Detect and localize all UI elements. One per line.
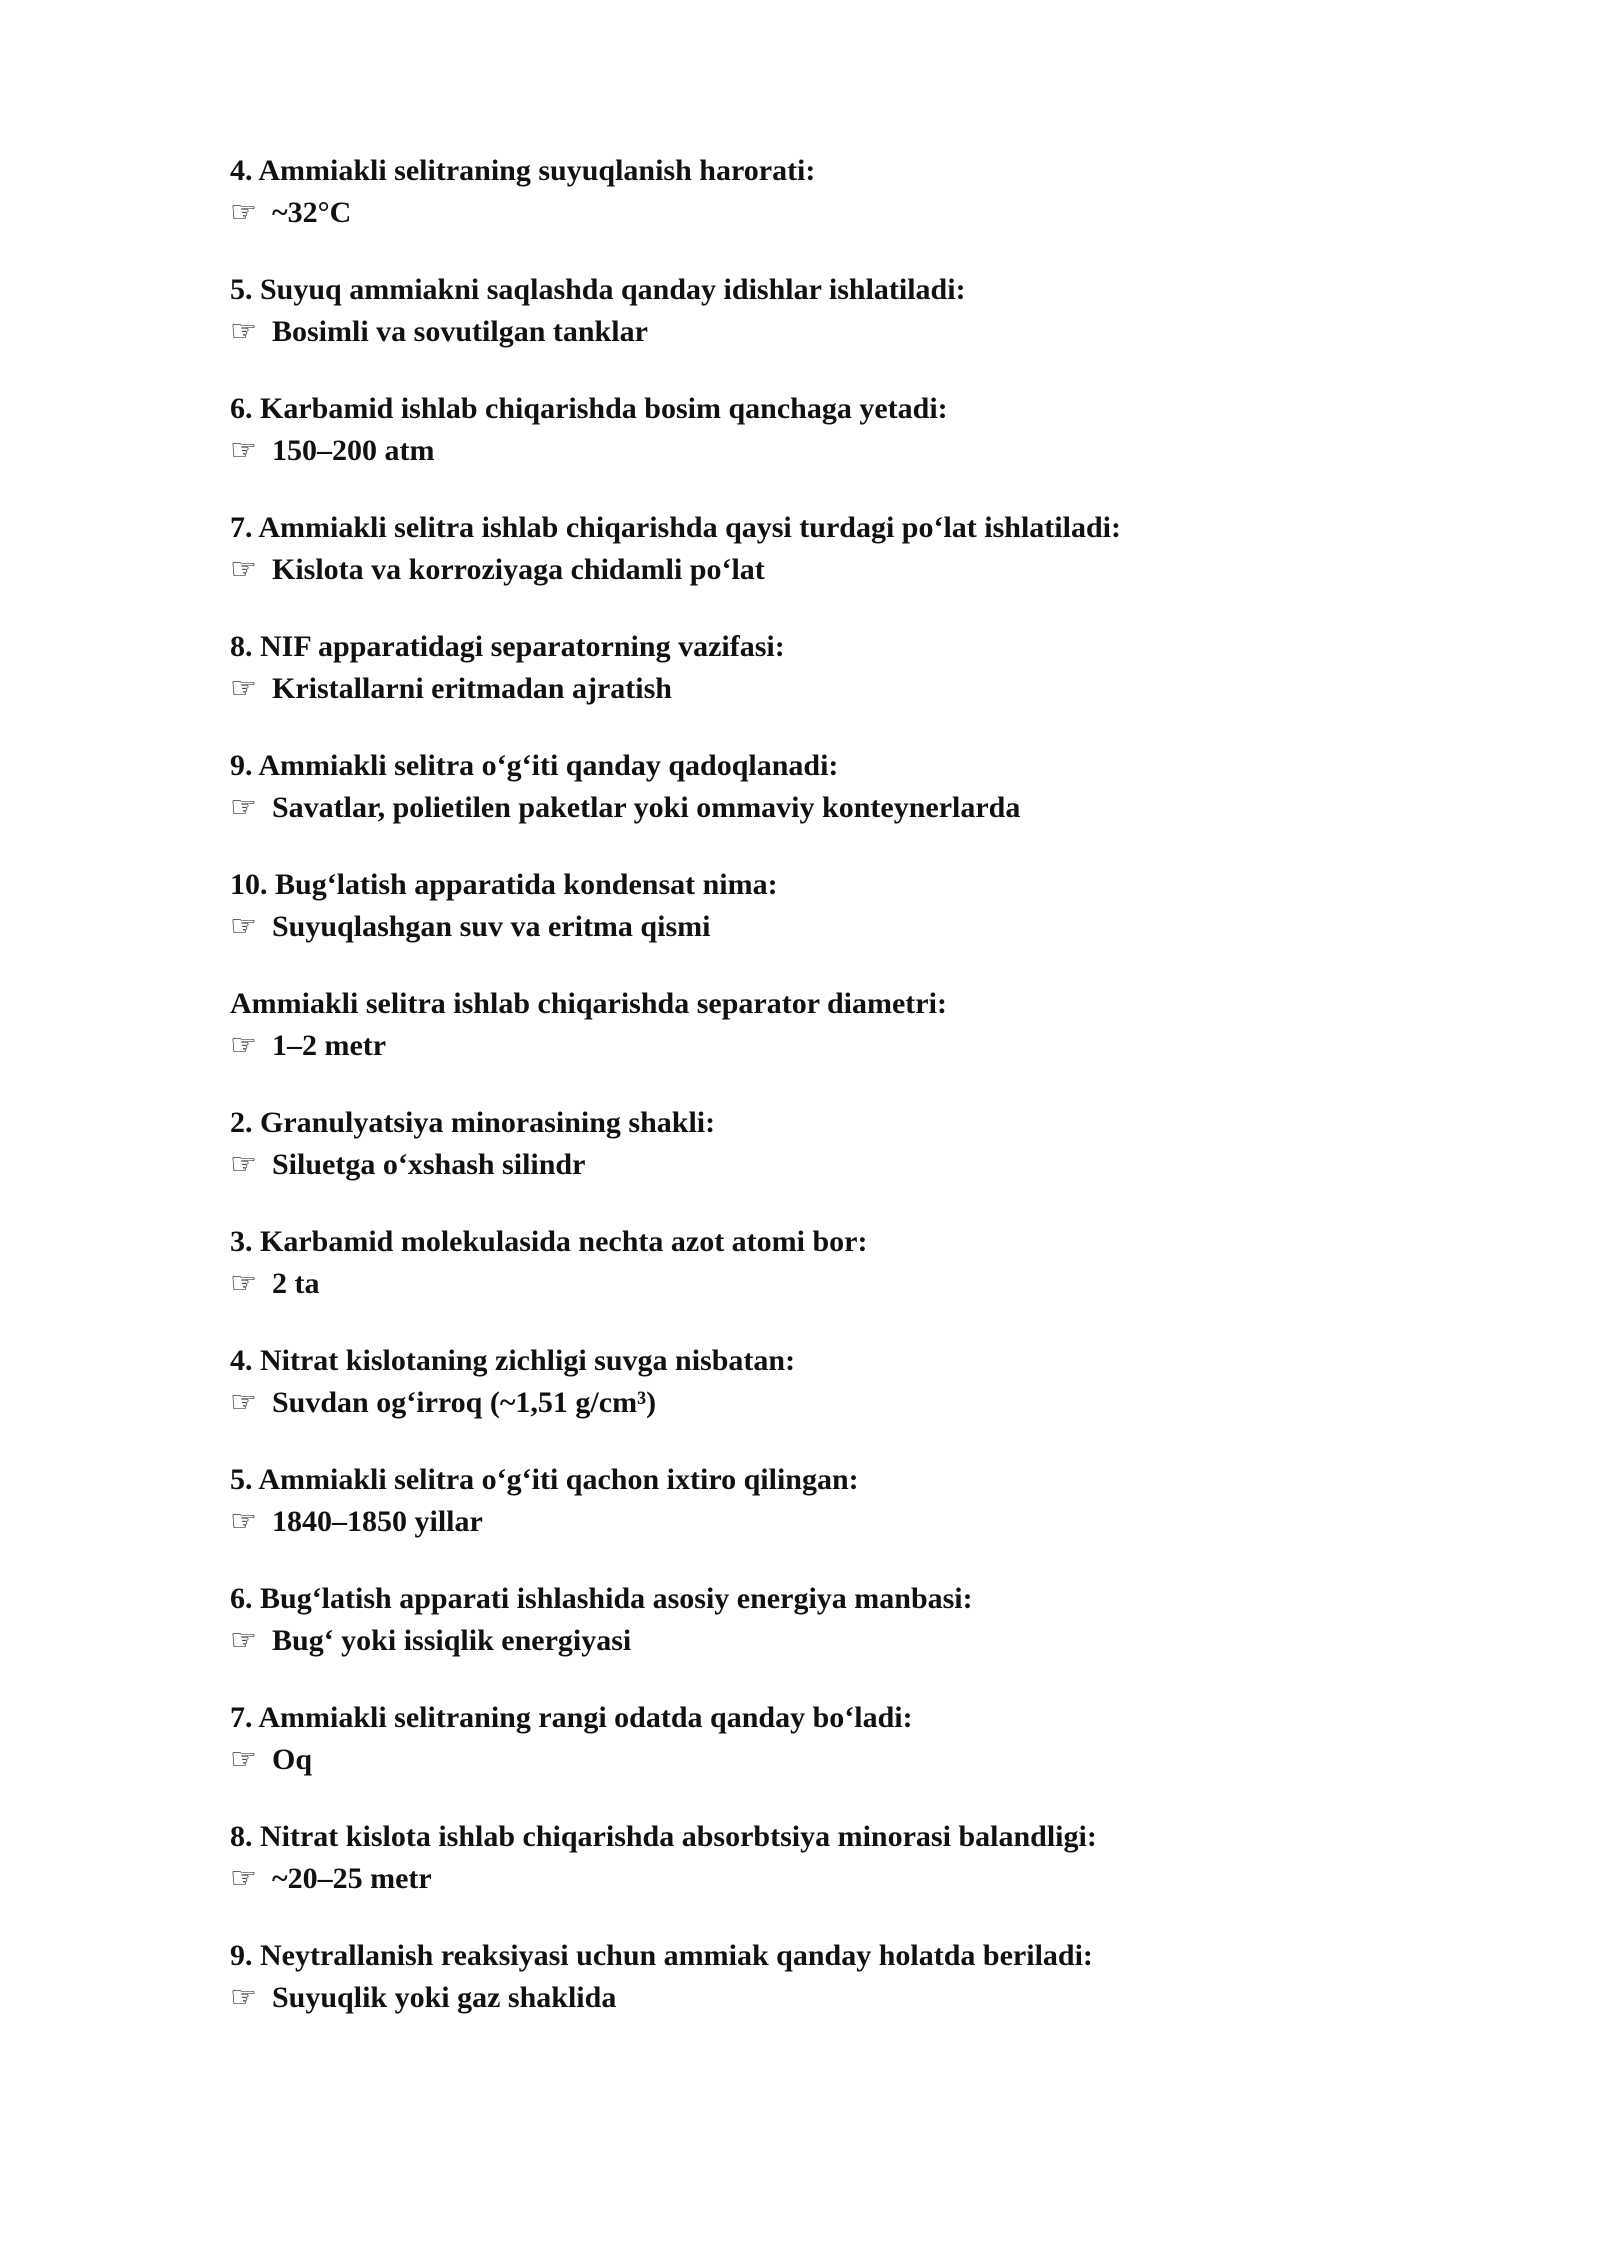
question-text: 10. Bugʻlatish apparatida kondensat nima: [230,868,778,901]
qa-item [230,269,1430,353]
answer-line [230,1620,1430,1662]
qa-item [230,1816,1430,1900]
qa-item [230,150,1430,234]
answer-line [230,1739,1430,1781]
question-text: 5. Ammiakli selitra oʻgʻiti qachon ixtiro qilingan: [230,1463,859,1496]
question-text: 4. Nitrat kislotaning zichligi suvga nisbatan: [230,1344,796,1377]
qa-item [230,1221,1430,1305]
answer-text: Suyuqlik yoki gaz shaklida [272,1981,617,2014]
answer-line [230,549,1430,591]
answer-text: Savatlar, polietilen paketlar yoki ommaviy konteynerlarda [272,791,1021,824]
answer-line [230,1263,1430,1305]
answer-text: Bosimli va sovutilgan tanklar [272,315,648,348]
answer-text: ~32°C [272,196,352,229]
qa-list [230,150,1430,2054]
pointing-hand-icon: ☞ [230,1742,257,1777]
question-text: 5. Suyuq ammiakni saqlashda qanday idishlar ishlatiladi: [230,273,966,306]
qa-item [230,1697,1430,1781]
answer-line [230,787,1430,829]
answer-text: Bugʻ yoki issiqlik energiyasi [272,1624,632,1657]
question-text: 8. NIF apparatidagi separatorning vazifasi: [230,630,785,663]
answer-text: 150–200 atm [272,434,435,467]
answer-text: Kislota va korroziyaga chidamli poʻlat [272,553,765,586]
answer-text: Suvdan ogʻirroq (~1,51 g/cm³) [272,1386,657,1419]
qa-item [230,1935,1430,2019]
question-text: 9. Neytrallanish reaksiyasi uchun ammiak qanday holatda beriladi: [230,1939,1093,1972]
pointing-hand-icon: ☞ [230,552,257,587]
pointing-hand-icon: ☞ [230,671,257,706]
qa-item [230,1578,1430,1662]
question-text: 3. Karbamid molekulasida nechta azot atomi bor: [230,1225,868,1258]
answer-line [230,1382,1430,1424]
qa-item [230,1340,1430,1424]
pointing-hand-icon: ☞ [230,790,257,825]
pointing-hand-icon: ☞ [230,1980,257,2015]
question-text: 9. Ammiakli selitra oʻgʻiti qanday qadoqlanadi: [230,749,839,782]
qa-item [230,626,1430,710]
pointing-hand-icon: ☞ [230,909,257,944]
question-text: Ammiakli selitra ishlab chiqarishda separator diametri: [230,987,947,1020]
answer-text: 1–2 metr [272,1029,387,1062]
answer-line [230,1977,1430,2019]
answer-text: ~20–25 metr [272,1862,432,1895]
pointing-hand-icon: ☞ [230,314,257,349]
pointing-hand-icon: ☞ [230,195,257,230]
answer-text: 2 ta [272,1267,320,1300]
question-text: 6. Bugʻlatish apparati ishlashida asosiy energiya manbasi: [230,1582,973,1615]
qa-item [230,745,1430,829]
question-text: 6. Karbamid ishlab chiqarishda bosim qanchaga yetadi: [230,392,948,425]
answer-text: Siluetga oʻxshash silindr [272,1148,586,1181]
pointing-hand-icon: ☞ [230,1504,257,1539]
qa-item [230,983,1430,1067]
answer-line [230,1501,1430,1543]
qa-item [230,1459,1430,1543]
pointing-hand-icon: ☞ [230,1266,257,1301]
question-text: 4. Ammiakli selitraning suyuqlanish harorati: [230,154,816,187]
qa-item [230,388,1430,472]
answer-line [230,1858,1430,1900]
answer-line [230,1144,1430,1186]
pointing-hand-icon: ☞ [230,1147,257,1182]
answer-text: Kristallarni eritmadan ajratish [272,672,672,705]
qa-item [230,507,1430,591]
pointing-hand-icon: ☞ [230,1861,257,1896]
question-text: 7. Ammiakli selitraning rangi odatda qanday boʻladi: [230,1701,913,1734]
answer-line [230,906,1430,948]
qa-item [230,864,1430,948]
pointing-hand-icon: ☞ [230,1385,257,1420]
answer-text: Oq [272,1743,313,1776]
question-text: 7. Ammiakli selitra ishlab chiqarishda qaysi turdagi poʻlat ishlatiladi: [230,511,1121,544]
pointing-hand-icon: ☞ [230,1623,257,1658]
answer-line [230,430,1430,472]
answer-line [230,192,1430,234]
pointing-hand-icon: ☞ [230,1028,257,1063]
answer-line [230,311,1430,353]
answer-text: Suyuqlashgan suv va eritma qismi [272,910,711,943]
question-text: 2. Granulyatsiya minorasining shakli: [230,1106,716,1139]
answer-line [230,1025,1430,1067]
answer-text: 1840–1850 yillar [272,1505,483,1538]
answer-line [230,668,1430,710]
question-text: 8. Nitrat kislota ishlab chiqarishda absorbtsiya minorasi balandligi: [230,1820,1097,1853]
qa-item [230,1102,1430,1186]
pointing-hand-icon: ☞ [230,433,257,468]
